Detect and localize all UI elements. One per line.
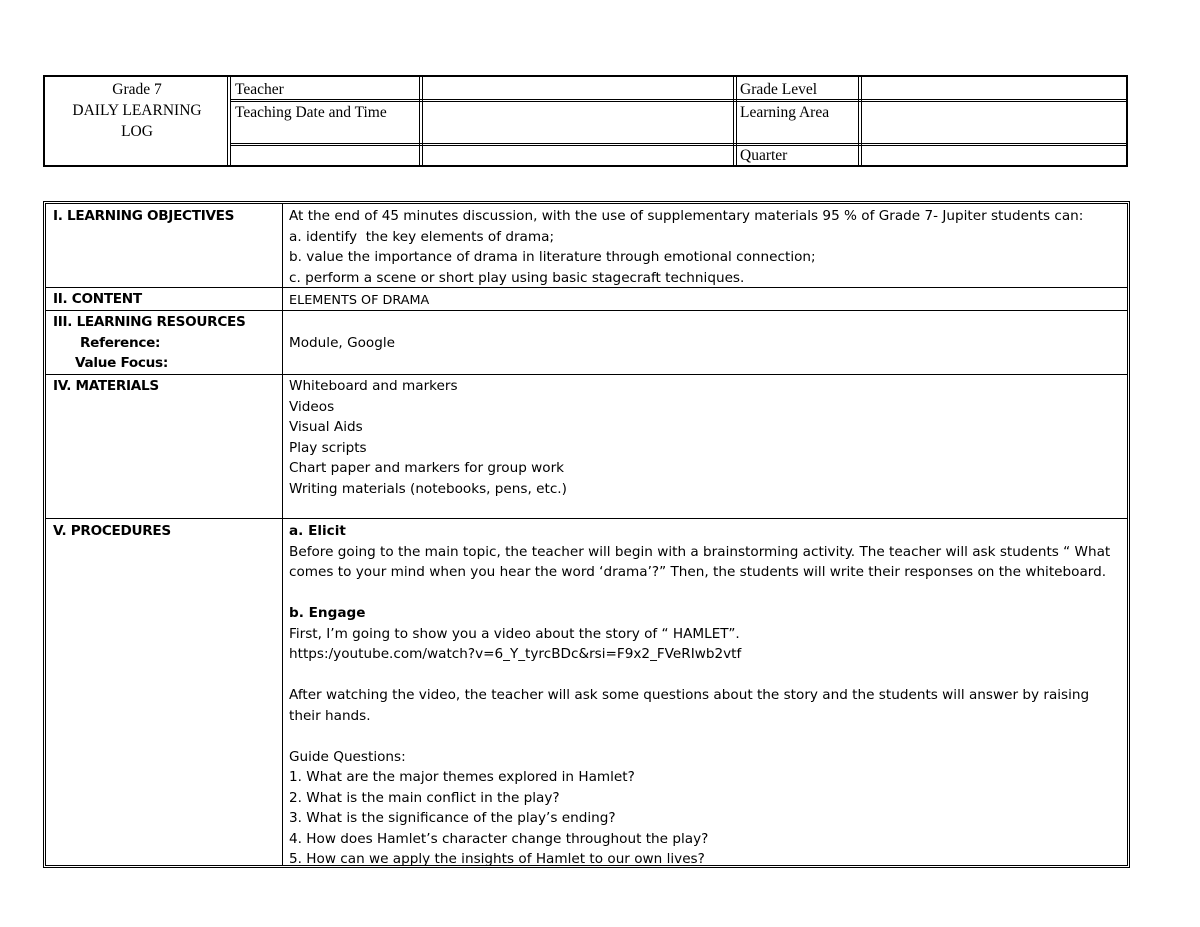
- guide-question: 1. What are the major themes explored in Hamlet?: [289, 769, 635, 785]
- learning-log-table: [43, 201, 1130, 868]
- procedures-value: [289, 521, 1119, 870]
- materials-item: Videos: [289, 398, 335, 415]
- engage-heading: b. Engage: [289, 605, 366, 621]
- learning-resources-value: Module, Google: [289, 335, 396, 351]
- log-title-block: [45, 79, 229, 142]
- content-label: II. CONTENT: [53, 291, 142, 307]
- learning-objectives-label: I. LEARNING OBJECTIVES: [53, 208, 235, 224]
- reference-label: Reference:: [80, 334, 161, 351]
- grade-title: Grade 7: [112, 81, 162, 98]
- learning-resources-label: III. LEARNING RESOURCES: [53, 314, 246, 330]
- row-divider: [46, 374, 1127, 375]
- procedures-label: V. PROCEDURES: [53, 523, 171, 539]
- header-row-divider: [231, 143, 1126, 146]
- learning-area-label: Learning Area: [740, 104, 830, 121]
- guide-question: 4. How does Hamlet’s character change throughout the play?: [289, 830, 709, 847]
- header-divider: [419, 77, 423, 165]
- row-divider: [46, 518, 1127, 519]
- engage-after-text: After watching the video, the teacher will ask some questions about the story and the students will answer by raising their hands.: [289, 687, 1090, 724]
- materials-list: [289, 376, 1119, 499]
- guide-question: 5. How can we apply the insights of Hamlet to our own lives?: [289, 851, 705, 867]
- guide-question: 2. What is the main conflict in the play?: [289, 789, 560, 806]
- elicit-text: Before going to the main topic, the teacher will begin with a brainstorming activity. The teacher will ask students “ What comes to your mind when you hear the word ‘drama’?” Then, the students will write their responses on the whiteboard.: [289, 543, 1111, 580]
- header-divider: [858, 77, 862, 165]
- daily-learning-log-title: DAILY LEARNING LOG: [72, 102, 202, 140]
- grade-level-label: Grade Level: [740, 81, 818, 98]
- materials-label: IV. MATERIALS: [53, 378, 159, 394]
- objective-b: b. value the importance of drama in literature through emotional connection;: [289, 249, 816, 265]
- value-focus-label: Value Focus:: [75, 355, 168, 371]
- materials-item: Visual Aids: [289, 419, 363, 435]
- learning-resources-label-block: [53, 312, 245, 374]
- objectives-intro: At the end of 45 minutes discussion, with the use of supplementary materials 95 % of Grade 7- Jupiter students can:: [289, 208, 1084, 224]
- column-divider: [282, 204, 283, 865]
- teacher-label: Teacher: [235, 81, 284, 98]
- materials-item: Writing materials (notebooks, pens, etc.): [289, 480, 567, 497]
- objective-c: c. perform a scene or short play using basic stagecraft techniques.: [289, 269, 745, 286]
- content-value: ELEMENTS OF DRAMA: [289, 293, 430, 308]
- learning-objectives-value: [289, 206, 1119, 288]
- engage-intro: First, I’m going to show you a video about the story of “ HAMLET”.: [289, 625, 740, 642]
- video-link: https:/youtube.com/watch?v=6_Y_tyrcBDc&rsi=F9x2_FVeRIwb2vtf: [289, 646, 742, 662]
- materials-item: Whiteboard and markers: [289, 378, 458, 394]
- materials-item: Chart paper and markers for group work: [289, 460, 565, 476]
- teaching-date-label: Teaching Date and Time: [235, 104, 387, 121]
- guide-questions-heading: Guide Questions:: [289, 748, 406, 765]
- objective-a: a. identify the key elements of drama;: [289, 228, 555, 245]
- quarter-label: Quarter: [740, 147, 788, 164]
- header-divider: [733, 77, 737, 165]
- materials-item: Play scripts: [289, 439, 367, 456]
- header-table: [43, 75, 1128, 167]
- guide-question: 3. What is the significance of the play’s ending?: [289, 810, 616, 826]
- header-divider: [227, 77, 231, 165]
- elicit-heading: a. Elicit: [289, 523, 346, 539]
